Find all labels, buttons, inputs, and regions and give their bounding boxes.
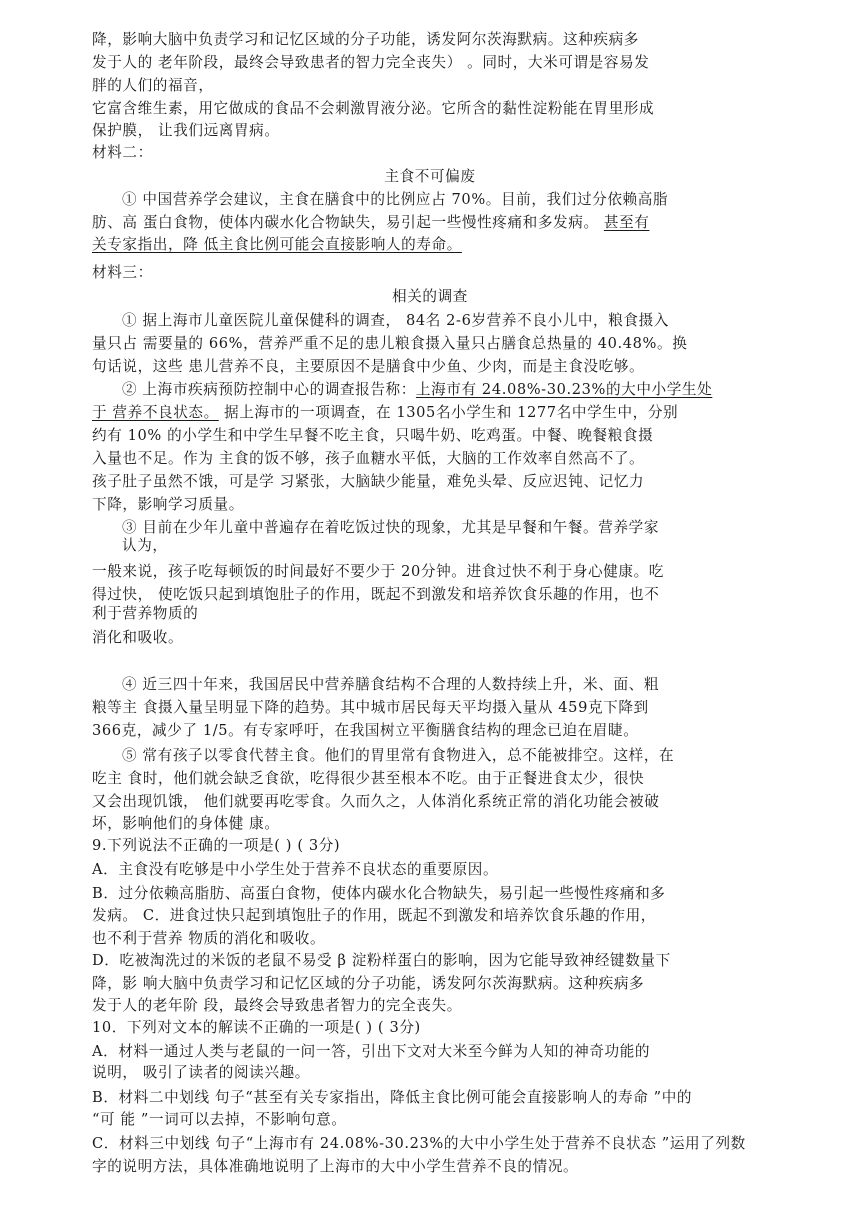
material1-line: 保护膜， 让我们远离胃病。	[92, 122, 280, 139]
underlined-sentence: 甚至有	[603, 214, 650, 231]
material2-line: ① 中国营养学会建议，主食在膳食中的比例应占 70%。目前，我们过分依赖高脂	[122, 191, 669, 208]
question-9-option-line: B．过分依赖高脂肪、高蛋白食物，使体内碳水化合物缺失，易引起一些慢性疼痛和多	[92, 885, 666, 902]
question-10-stem: 10．下列对文本的解读不正确的一项是( ) ( 3分)	[92, 1019, 421, 1036]
material3-line: 坏，影响他们的身体健 康。	[92, 815, 280, 832]
underlined-sentence: 关专家指出，降 低主食比例可能会直接影响人的寿命。	[92, 236, 462, 253]
material3-line: ③ 目前在少年儿童中普遍存在着吃饭过快的现象，尤其是早餐和午餐。营养学家	[122, 519, 660, 536]
material1-line: 胖的人们的福音，	[92, 77, 214, 94]
material2-text: 肪、高 蛋白食物，使体内碳水化合物缺失，易引起一些慢性疼痛和多发病。	[92, 214, 604, 231]
underlined-sentence: 于 营养不良状态。	[92, 404, 219, 421]
material3-text: 据上海市的一项调查，在 1305名小学生和 1277名中学生中，分别	[218, 404, 679, 421]
question-9-option-line: A．主食没有吃够是中小学生处于营养不良状态的重要原因。	[92, 861, 499, 878]
question-10-option-line: “可 能 ”一词可以去掉，不影响句意。	[92, 1111, 347, 1128]
material3-line: 消化和吸收。	[92, 629, 184, 646]
material3-line	[92, 403, 772, 423]
material3-line: 一般来说，孩子吃每顿饭的时间最好不要少于 20分钟。进食过快不利于身心健康。吃	[92, 563, 664, 580]
question-10-option-line: B．材料二中划线 句子“甚至有关专家指出，降低主食比例可能会直接影响人的寿命 ”中的	[92, 1089, 693, 1106]
material3-label: 材料三：	[92, 264, 153, 281]
material3-line: 孩子肚子虽然不饿，可是学 习紧张，大脑缺少能量，难免头晕、反应迟钝、记忆力	[92, 473, 645, 490]
material3-line: 得过快， 使吃饭只起到填饱肚子的作用，既起不到激发和培养饮食乐趣的作用，也不	[92, 586, 660, 603]
question-9-option-line: 降，影 响大脑中负责学习和记忆区域的分子功能，诱发阿尔茨海默病。这种疾病多	[92, 975, 645, 992]
material3-line: ⑤ 常有孩子以零食代替主食。他们的胃里常有食物进入，总不能被排空。这样，在	[122, 747, 675, 764]
material1-line: 发于人的 老年阶段，最终会导致患者的智力完全丧失） 。同时，大米可谓是容易发	[92, 54, 650, 71]
material3-line: 认为，	[122, 537, 168, 554]
material3-line: 入量也不足。作为 主食的饭不够，孩子血糖水平低，大脑的工作效率自然高不了。	[92, 450, 645, 467]
question-9-option-line: 也不利于营养 物质的消化和吸收。	[92, 930, 326, 947]
material3-line: 粮等主 食摄入量呈明显下降的趋势。其中城市居民每天平均摄入量从 459克下降到	[92, 699, 649, 716]
material3-line: 约有 10% 的小学生和中学生早餐不吃主食，只喝牛奶、吃鸡蛋。中餐、晚餐粮食摄	[92, 427, 654, 444]
question-10-option-line: 说明， 吸引了读者的阅读兴趣。	[92, 1064, 310, 1081]
material2-title: 主食不可偏废	[384, 168, 476, 185]
material3-line	[122, 380, 802, 400]
material1-line: 降，影响大脑中负责学习和记忆区域的分子功能，诱发阿尔茨海默病。这种疾病多	[92, 31, 639, 48]
question-9-stem: 9.下列说法不正确的一项是( ) ( 3分)	[92, 837, 341, 854]
material2-label: 材料二：	[92, 144, 153, 161]
material3-line: 吃主 食时，他们就会缺乏食欲，吃得很少甚至根本不吃。由于正餐进食太少，很快	[92, 770, 645, 787]
material1-line: 它富含维生素，用它做成的食品不会刺激胃液分泌。它所含的黏性淀粉能在胃里形成	[92, 100, 655, 117]
material3-line: 利于营养物质的	[92, 605, 199, 622]
material3-text: ② 上海市疾病预防控制中心的调查报告称：	[122, 381, 416, 398]
underlined-sentence: 上海市有 24.08%-30.23%的大中小学生处	[415, 381, 713, 398]
question-9-option-line: 发于人的老年阶 段，最终会导致患者智力的完全丧失。	[92, 997, 462, 1014]
question-10-option-line: C．材料三中划线 句子“上海市有 24.08%-30.23%的大中小学生处于营养不良状态 ”运用了列数	[92, 1135, 746, 1152]
material2-line	[92, 235, 772, 255]
material3-line: 366克，减少了 1/5。有专家呼吁，在我国树立平衡膳食结构的理念已迫在眉睫。	[92, 722, 639, 739]
material3-line: 又会出现饥饿， 他们就要再吃零食。久而久之，人体消化系统正常的消化功能会被破	[92, 793, 660, 810]
material3-line: 句话说，这些 患儿营养不良，主要原因不是膳食中少鱼、少肉，而是主食没吃够。	[92, 358, 645, 375]
question-9-option-line: D．吃被淘洗过的米饭的老鼠不易受 β 淀粉样蛋白的影响，因为它能导致神经键数量下	[92, 952, 671, 969]
question-9-option-line: 发病。 C．进食过快只起到填饱肚子的作用，既起不到激发和培养饮食乐趣的作用，	[92, 907, 656, 924]
material3-line: ④ 近三四十年来，我国居民中营养膳食结构不合理的人数持续上升，米、面、粗	[122, 676, 660, 693]
question-10-option-line: 字的说明方法，具体准确地说明了上海市的大中小学生营养不良的情况。	[92, 1158, 579, 1175]
material2-line	[92, 213, 772, 233]
material3-line: 下降，影响学习质量。	[92, 496, 244, 513]
question-10-option-line: A．材料一通过人类与老鼠的一问一答，引出下文对大米至今鲜为人知的神奇功能的	[92, 1043, 651, 1060]
material3-line: 量只占 需要量的 66%，营养严重不足的患儿粮食摄入量只占膳食总热量的 40.48%。换	[92, 335, 688, 352]
material3-title: 相关的调查	[392, 288, 468, 305]
material3-line: ① 据上海市儿童医院儿童保健科的调查， 84名 2-6岁营养不良小儿中，粮食摄入	[122, 312, 669, 329]
